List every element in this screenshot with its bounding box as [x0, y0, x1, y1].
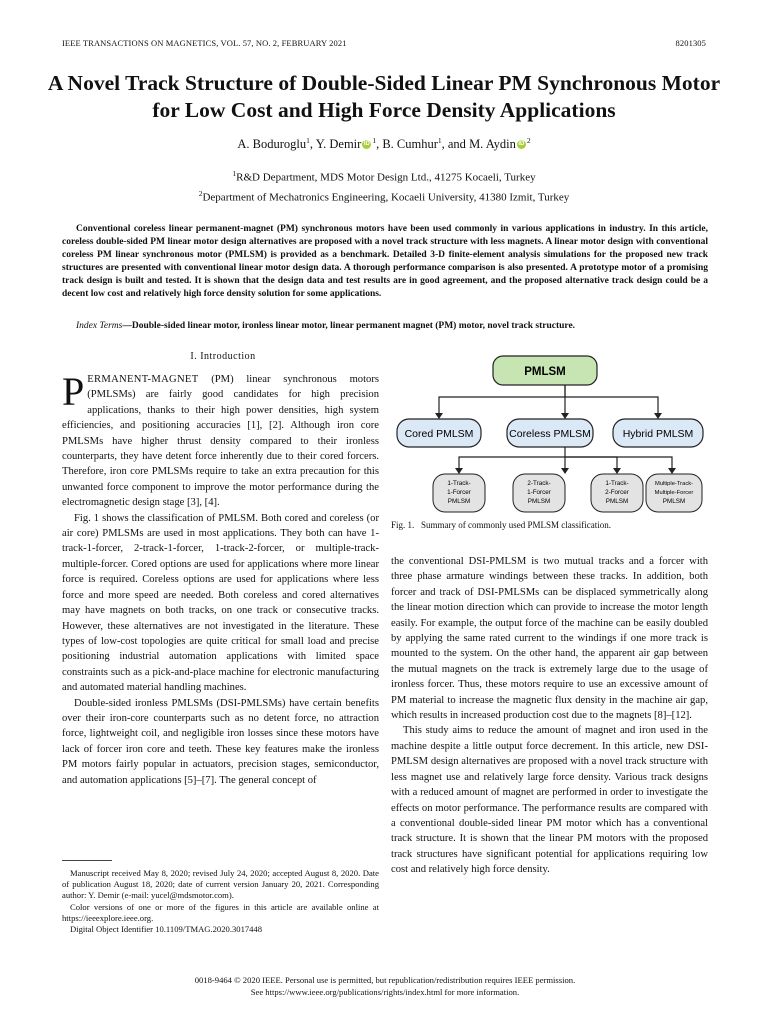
footnote-rule	[62, 860, 112, 861]
node-label: Multiple-Track-	[654, 481, 694, 487]
node-label: 1-Forcer	[447, 489, 471, 496]
footnote-doi[interactable]: Digital Object Identifier 10.1109/TMAG.2020.3017448	[70, 924, 263, 935]
node-pmlsm-label: PMLSM	[524, 366, 566, 378]
intro-paragraph: PERMANENT-MAGNET (PM) linear synchronous motors (PMLSMs) are fairly good candidates for high precision applications, thanks to their high power densities, high system efficiencies, and positioning accuracies [1], [2]. Although iron core PMLSMs have higher thrust density compared to their ironless counterparts, they have detent force inherently due to their cored forcers. Therefore, iron core PMLSMs require to take an extra precaution for this unwanted force component to improve the motor performance during the electromagnetic design stage [3], [4].	[62, 369, 379, 509]
node-label: 1-Track-	[447, 480, 471, 487]
intro-paragraph: the conventional DSI-PMLSM is two mutual tracks and a forcer with three phase armature windings between these tracks. In addition, both forcer and track of DSI-PMLSMs can be displaced symmetrically along the linear motion direction which can provide to increase the motor length easily. For example, the output force of the machine can be easily doubled by applying the same rated current to the windings if one more track is mounted to the system. On the other hand, the apparent air gap between the mutual magnets on the track is extremely large due to the usage of ironless forcer. Thus, these motors require to use an excessive amount of PM material to increase the magnetic flux density in the machine air gap, which results in increased production cost due to the magnets [8]–[12].	[391, 556, 708, 722]
affiliation: $^2$Department of Mechatronics Engineering, Kocaeli University, 41380 Izmit, Turkey	[198, 188, 570, 204]
arrowhead	[654, 413, 662, 419]
running-header-journal: IEEE TRANSACTIONS ON MAGNETICS, VOL. 57, NO. 2, FEBRUARY 2021	[62, 38, 347, 48]
intro-paragraph: Double-sided ironless PMLSMs (DSI-PMLSMs) have certain benefits over their iron-core counterparts such as no detent force, no attraction force, lightweight coil, and negligible iron losses since these motors have lack of forcer iron core and teeth. These key features make the ironless PM motors fairly popular in actuators, precision stages, semiconductor, and automation applications [5]–[7]. The general concept of	[62, 697, 379, 786]
node-label: PMLSM	[605, 498, 629, 505]
node-label: Cored PMLSM	[404, 428, 474, 440]
author[interactable]: M. Aydin iD $^2$	[469, 136, 531, 152]
arrowhead	[668, 468, 676, 474]
rights-link[interactable]: See https://www.ieee.org/publications/rights/index.html for more information.	[250, 986, 520, 997]
left-column	[62, 369, 379, 788]
node-label: PMLSM	[447, 498, 471, 505]
figure-classification-diagram	[391, 355, 708, 517]
node-label: PMLSM	[527, 498, 551, 505]
connector-line	[439, 385, 565, 417]
index-terms-label: Index Terms	[76, 321, 123, 331]
arrowhead	[455, 468, 463, 474]
footnotes	[62, 868, 379, 935]
intro-paragraph: Fig. 1 shows the classification of PMLSM. Both cored and coreless (or air core) PMLSMs are used in most applications. They both can have 1-track-1-forcer, 2-track-1-forcer, 1-track-2-forcer, or multiple-track-multiple-forcer. Cored options are used for applications where more linear force is required. Coreless options are used for applications where less force and more speed are needed. Both coreless and cored alternatives may have magnets on both tracks, on one track or consecutive tracks. However, these alternatives are not investigated in the literature. These types of low-cost topologies are quite critical for small load and precise positioning industrial automation applications with limited space constraints such as a pick-and-place machine for electronic manufacturing and automated material handling machines.	[62, 512, 379, 694]
node-label: Coreless PMLSM	[509, 428, 591, 440]
author[interactable]: Y. Demir iD $^1$	[315, 136, 377, 152]
arrowhead	[435, 413, 443, 419]
abstract: Conventional coreless linear permanent-magnet (PM) synchronous motors have been used commonly in various applications in industry. In this article, coreless double-sided PM linear motor design alternatives are proposed with a novel track structure with less magnets. A linear motor design with conventional coreless PM linear synchronous motor (PMLSM) is provided as a benchmark. Detailed 3-D finite-element analysis simulations for the proposed new track structures are presented with conventional linear motor design data. A thorough performance comparison is also presented. A prototype motor of a promising track design is built and tested. It is shown that the design data and test results are in good agreement, and the proposed alternative track design could be a decent low cost and relatively high force density solution for some applications.	[62, 224, 708, 300]
connector-line	[565, 397, 658, 417]
connector-line	[459, 447, 565, 472]
node-label: Multiple-Forcer	[654, 490, 694, 496]
arrowhead	[561, 468, 569, 474]
section-heading: I. Introduction	[190, 351, 256, 362]
intro-paragraph: This study aims to reduce the amount of magnet and iron used in the machine despite a little output force decrement. In this article, new DSI-PMLSM design alternatives are proposed with a novel track structure with less magnet use and relatively large force density. Various track designs with a reduced amount of magnet are performed in order to investigate the effects on motor performance. The performance results are compared with a conventional double-sided linear PM motor which has a conventional track structure. It is shown that the linear PM motors with the proposed track structures have significant potential for applications requiring low cost and relatively high force density.	[391, 725, 708, 876]
copyright-line: 0018-9464 © 2020 IEEE. Personal use is permitted, but republication/redistribution requires IEEE permission.	[194, 975, 576, 985]
footnote[interactable]: Color versions of one or more of the figures in this article are available online at https://ieeexplore.ieee.org.	[62, 901, 379, 923]
arrowhead	[561, 413, 569, 419]
footnote: Manuscript received May 8, 2020; revised July 24, 2020; accepted August 8, 2020. Date of publication August 18, 2020; date of current version January 20, 2021. Corresponding author: Y. Demir (e-mail: yucel@mdsmotor.com).	[62, 868, 379, 901]
index-terms: Index Terms—Double-sided linear motor, ironless linear motor, linear permanent magnet (PM) motor, novel track structure.	[76, 321, 576, 331]
drop-cap: P	[62, 369, 85, 414]
orcid-icon[interactable]: iD	[363, 141, 370, 148]
right-column	[391, 554, 708, 878]
arrowhead	[613, 468, 621, 474]
paper-title: A Novel Track Structure of Double-Sided Linear PM Synchronous Motor for Low Cost and High Force Density Applications	[47, 71, 721, 122]
figure-caption: Fig. 1. Summary of commonly used PMLSM classification.	[391, 520, 611, 530]
author[interactable]: A. Boduroglu$^1$	[237, 136, 310, 152]
node-label: Hybrid PMLSM	[622, 428, 694, 440]
node-label: PMLSM	[662, 498, 686, 505]
running-header-article-number: 8201305	[675, 38, 706, 48]
author-list: A. Boduroglu$^1$, Y. Demir iD $^1$, B. Cumhur$^1$, and M. Aydin iD $^2$	[237, 136, 531, 152]
node-label: 2-Forcer	[605, 489, 629, 496]
node-label: 1-Forcer	[527, 489, 551, 496]
affiliations	[40, 166, 728, 205]
connector-line	[565, 457, 617, 472]
author[interactable]: B. Cumhur$^1$	[382, 136, 442, 152]
node-label: 1-Track-	[605, 480, 629, 487]
affiliation: $^1$R&D Department, MDS Motor Design Ltd., 41275 Kocaeli, Turkey	[232, 169, 536, 184]
node-label: 2-Track-	[527, 480, 551, 487]
copyright-note	[62, 975, 708, 998]
orcid-icon[interactable]: iD	[518, 141, 525, 148]
